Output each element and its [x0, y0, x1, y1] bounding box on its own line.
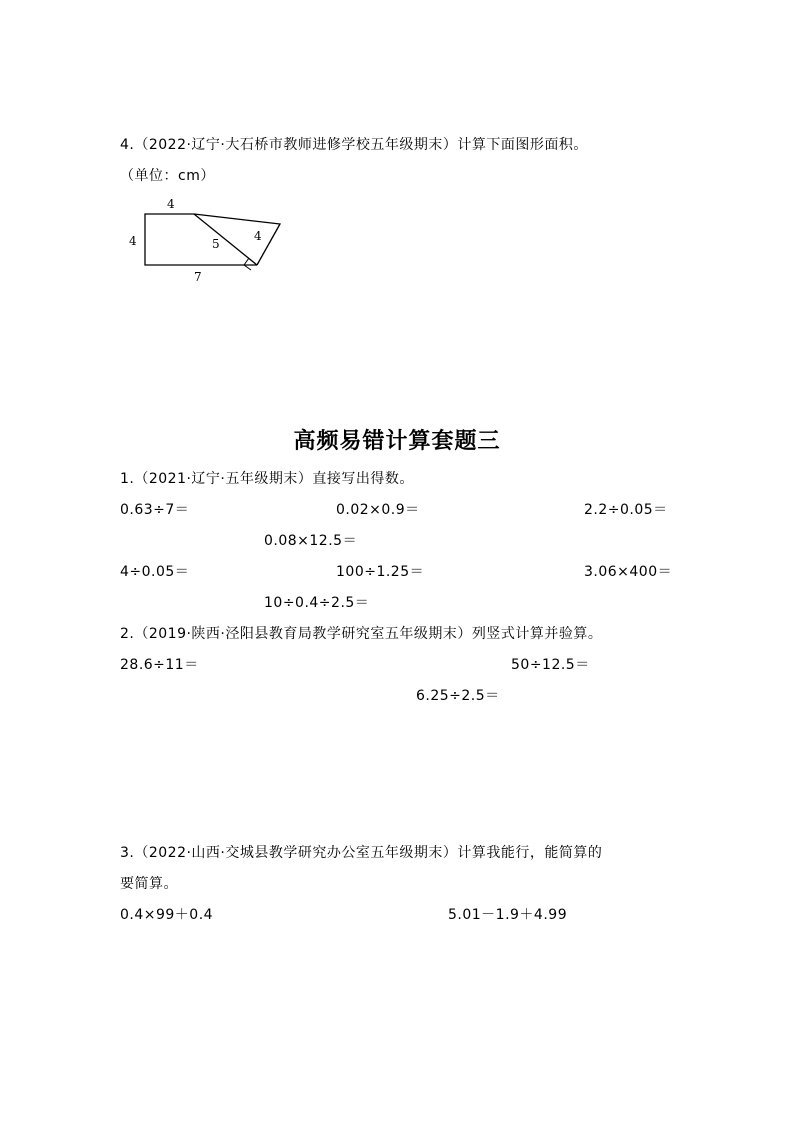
p1-item: 4÷0.05＝ [120, 564, 190, 580]
figure-label-diagonal: 5 [212, 237, 220, 251]
p1-item: 0.63÷7＝ [120, 502, 190, 518]
figure-label-bottom: 7 [194, 270, 202, 284]
q4-stem: 4.（2022·辽宁·大石桥市教师进修学校五年级期末）计算下面图形面积。 [120, 137, 588, 153]
section-title: 高频易错计算套题三 [293, 429, 501, 454]
p2-item: 28.6÷11＝ [120, 657, 199, 673]
figure-diagonal [194, 214, 257, 265]
p3-item: 5.01－1.9＋4.99 [448, 907, 568, 923]
p1-stem: 1.（2021·辽宁·五年级期末）直接写出得数。 [120, 471, 414, 487]
p1-item: 3.06×400＝ [584, 564, 673, 580]
p3-stem-line1: 3.（2022·山西·交城县教学研究办公室五年级期末）计算我能行，能简算的 [120, 845, 603, 861]
p2-stem: 2.（2019·陕西·泾阳县教育局教学研究室五年级期末）列竖式计算并验算。 [120, 626, 603, 642]
p1-item: 100÷1.25＝ [336, 564, 425, 580]
figure-outline-left [145, 214, 257, 265]
p3-item: 0.4×99＋0.4 [120, 907, 214, 923]
figure-outline-right [194, 214, 280, 265]
figure-label-height: 4 [254, 229, 262, 243]
p2-item: 50÷12.5＝ [511, 657, 590, 673]
figure-label-left: 4 [129, 234, 137, 248]
q4-unit: （单位：cm） [120, 168, 215, 184]
p1-item: 0.08×12.5＝ [264, 533, 358, 549]
p1-item: 0.02×0.9＝ [336, 502, 420, 518]
geometry-figure [120, 190, 290, 290]
figure-label-top: 4 [167, 197, 175, 211]
p1-item: 10÷0.4÷2.5＝ [264, 595, 370, 611]
p2-item: 6.25÷2.5＝ [416, 688, 500, 704]
p3-stem-line2: 要简算。 [120, 876, 178, 892]
p1-item: 2.2÷0.05＝ [584, 502, 668, 518]
